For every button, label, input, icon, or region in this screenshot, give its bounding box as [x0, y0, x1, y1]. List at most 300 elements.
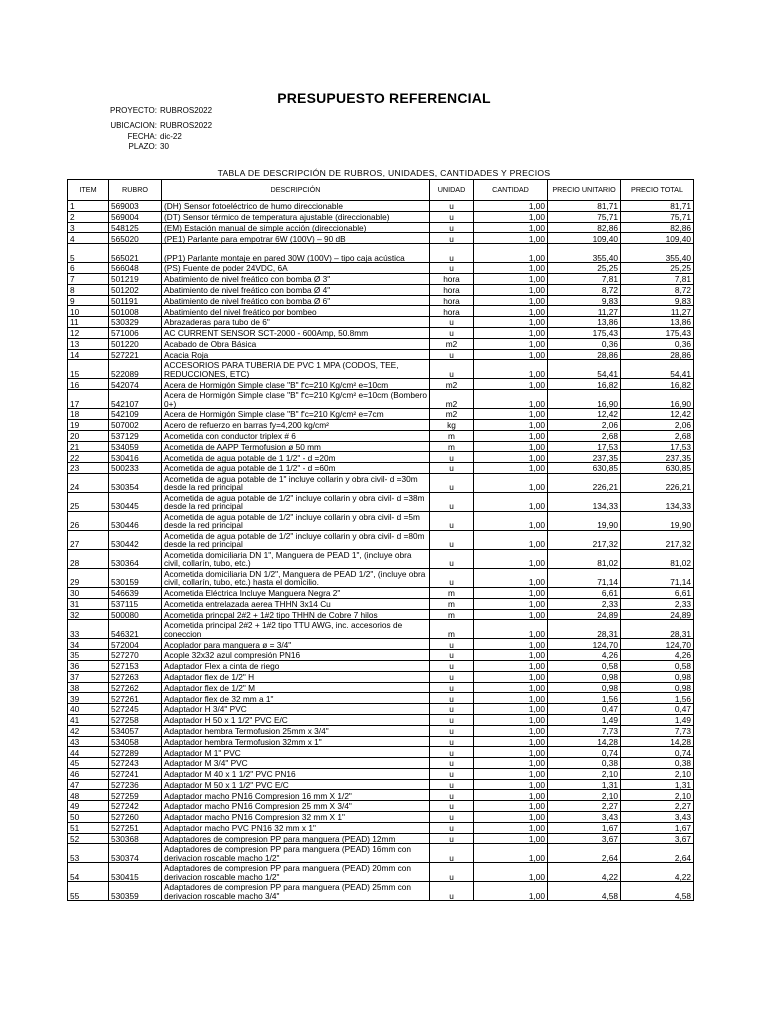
- cell-rubro: 542107: [109, 390, 162, 409]
- cell-unit-price: 630,85: [548, 463, 621, 474]
- cell-total-price: 237,35: [621, 452, 694, 463]
- cell-unit-price: 0,74: [548, 747, 621, 758]
- cell-item: 1: [68, 201, 109, 212]
- table-row: [68, 620, 694, 639]
- cell-unit: kg: [430, 419, 474, 430]
- cell-description: Adaptador hembra Termofusion 32mm x 1": [162, 736, 430, 747]
- cell-total-price: 0,47: [621, 704, 694, 715]
- cell-unit: u: [430, 704, 474, 715]
- cell-item: 33: [68, 620, 109, 639]
- table-row: [68, 233, 694, 244]
- cell-total-price: 71,14: [621, 568, 694, 587]
- cell-item: 50: [68, 812, 109, 823]
- cell-total-price: 1,56: [621, 693, 694, 704]
- table-row: [68, 379, 694, 390]
- cell-total-price: 0,74: [621, 747, 694, 758]
- table-row: [68, 295, 694, 306]
- cell-unit: u: [430, 263, 474, 274]
- table-row: [68, 587, 694, 598]
- meta-term: [100, 142, 212, 152]
- cell-unit: u: [430, 812, 474, 823]
- cell-description: (DH) Sensor fotoeléctrico de humo direccionable: [162, 201, 430, 212]
- cell-total-price: 3,43: [621, 812, 694, 823]
- cell-description: Adaptador flex de 1/2" M: [162, 682, 430, 693]
- table-row: [68, 530, 694, 549]
- cell-total-price: 2,10: [621, 790, 694, 801]
- cell-unit-price: 4,26: [548, 650, 621, 661]
- cell-description: Acometida de agua potable de 1/2" incluye collarin y obra civil- d =80m desde la red principal: [162, 530, 430, 549]
- cell-unit-price: 2,68: [548, 430, 621, 441]
- cell-description: Adaptador flex de 32 mm a 1": [162, 693, 430, 704]
- table-row: [68, 463, 694, 474]
- cell-quantity: 1,00: [474, 360, 548, 379]
- table-row: [68, 284, 694, 295]
- cell-quantity: 1,00: [474, 768, 548, 779]
- cell-total-price: 82,86: [621, 222, 694, 233]
- cell-rubro: 566048: [109, 263, 162, 274]
- cell-unit-price: 4,58: [548, 882, 621, 901]
- cell-total-price: 0,36: [621, 338, 694, 349]
- table-row: [68, 222, 694, 233]
- cell-total-price: 54,41: [621, 360, 694, 379]
- cell-quantity: 1,00: [474, 549, 548, 568]
- col-header-description: DESCRIPCIÓN: [162, 180, 430, 201]
- cell-total-price: 14,28: [621, 736, 694, 747]
- cell-quantity: 1,00: [474, 441, 548, 452]
- cell-unit-price: 0,58: [548, 660, 621, 671]
- cell-unit-price: 9,83: [548, 295, 621, 306]
- meta-label: PROYECTO:: [110, 106, 157, 115]
- cell-quantity: 1,00: [474, 779, 548, 790]
- cell-description: Acoplador para manguera ø = 3/4": [162, 639, 430, 650]
- cell-quantity: 1,00: [474, 306, 548, 317]
- cell-unit-price: 226,21: [548, 473, 621, 492]
- cell-rubro: 501219: [109, 273, 162, 284]
- cell-item: 22: [68, 452, 109, 463]
- cell-quantity: 1,00: [474, 620, 548, 639]
- cell-total-price: 630,85: [621, 463, 694, 474]
- cell-description: Adaptadores de compresion PP para manguera (PEAD) 25mm con derivacion roscable macho 3/4": [162, 882, 430, 901]
- cell-rubro: 500080: [109, 609, 162, 620]
- cell-rubro: 548125: [109, 222, 162, 233]
- cell-unit: u: [430, 863, 474, 882]
- cell-unit: m: [430, 620, 474, 639]
- table-row: [68, 725, 694, 736]
- cell-unit-price: 0,98: [548, 682, 621, 693]
- col-header-item: ITEM: [68, 180, 109, 201]
- cell-unit: m2: [430, 390, 474, 409]
- table-row: [68, 441, 694, 452]
- cell-unit: u: [430, 768, 474, 779]
- cell-quantity: 1,00: [474, 639, 548, 650]
- cell-unit-price: 2,33: [548, 598, 621, 609]
- cell-quantity: 1,00: [474, 211, 548, 222]
- cell-item: 47: [68, 779, 109, 790]
- cell-unit: u: [430, 317, 474, 328]
- cell-rubro: 530416: [109, 452, 162, 463]
- cell-unit: u: [430, 452, 474, 463]
- cell-quantity: 1,00: [474, 704, 548, 715]
- table-row: [68, 360, 694, 379]
- cell-quantity: 1,00: [474, 409, 548, 420]
- cell-total-price: 4,22: [621, 863, 694, 882]
- cell-unit-price: 3,67: [548, 833, 621, 844]
- cell-quantity: 1,00: [474, 317, 548, 328]
- cell-total-price: 75,71: [621, 211, 694, 222]
- cell-item: 12: [68, 327, 109, 338]
- cell-item: 30: [68, 587, 109, 598]
- table-row: [68, 736, 694, 747]
- cell-description: Adaptador H 3/4" PVC: [162, 704, 430, 715]
- cell-quantity: 1,00: [474, 693, 548, 704]
- cell-total-price: 7,73: [621, 725, 694, 736]
- table-row: [68, 211, 694, 222]
- cell-description: Adaptador M 3/4" PVC: [162, 758, 430, 769]
- cell-description: (PP1) Parlante montaje en pared 30W (100V) – tipo caja acústica: [162, 244, 430, 263]
- cell-description: Acometida principal 2#2 + 1#2 tipo TTU AWG, inc. accesorios de coneccion: [162, 620, 430, 639]
- table-row: [68, 492, 694, 511]
- cell-rubro: 565020: [109, 233, 162, 244]
- cell-quantity: 1,00: [474, 790, 548, 801]
- cell-unit: u: [430, 693, 474, 704]
- cell-total-price: 4,26: [621, 650, 694, 661]
- cell-total-price: 25,25: [621, 263, 694, 274]
- table-row: [68, 714, 694, 725]
- cell-rubro: 565021: [109, 244, 162, 263]
- cell-item: 49: [68, 801, 109, 812]
- cell-rubro: 542074: [109, 379, 162, 390]
- cell-item: 44: [68, 747, 109, 758]
- cell-unit: hora: [430, 306, 474, 317]
- table-row: [68, 812, 694, 823]
- cell-unit-price: 19,90: [548, 511, 621, 530]
- cell-unit-price: 3,43: [548, 812, 621, 823]
- cell-quantity: 1,00: [474, 747, 548, 758]
- cell-unit: u: [430, 327, 474, 338]
- cell-unit: u: [430, 747, 474, 758]
- cell-rubro: 527259: [109, 790, 162, 801]
- cell-quantity: 1,00: [474, 812, 548, 823]
- cell-rubro: 572004: [109, 639, 162, 650]
- cell-unit: u: [430, 244, 474, 263]
- cell-total-price: 2,06: [621, 419, 694, 430]
- cell-unit: u: [430, 568, 474, 587]
- cell-total-price: 2,10: [621, 768, 694, 779]
- cell-unit: m: [430, 441, 474, 452]
- table-subtitle: TABLA DE DESCRIPCIÓN DE RUBROS, UNIDADES, CANTIDADES Y PRECIOS: [217, 168, 551, 178]
- cell-quantity: 1,00: [474, 801, 548, 812]
- cell-quantity: 1,00: [474, 419, 548, 430]
- cell-item: 15: [68, 360, 109, 379]
- cell-item: 14: [68, 349, 109, 360]
- cell-total-price: 0,58: [621, 660, 694, 671]
- table-row: [68, 790, 694, 801]
- cell-rubro: 527243: [109, 758, 162, 769]
- cell-description: Acometida princpal 2#2 + 1#2 tipo THHN de Cobre 7 hilos: [162, 609, 430, 620]
- table-row: [68, 390, 694, 409]
- cell-description: Adaptadores de compresion PP para manguera (PEAD) 20mm con derivacion roscable macho 1/2": [162, 863, 430, 882]
- cell-unit: u: [430, 233, 474, 244]
- cell-unit: u: [430, 473, 474, 492]
- cell-item: 23: [68, 463, 109, 474]
- cell-item: 52: [68, 833, 109, 844]
- cell-rubro: 527258: [109, 714, 162, 725]
- cell-total-price: 217,32: [621, 530, 694, 549]
- cell-unit-price: 7,73: [548, 725, 621, 736]
- cell-unit-price: 0,36: [548, 338, 621, 349]
- cell-description: Acometida domiciliaria DN 1", Manguera de PEAD 1", (incluye obra civil, collarín, tubo, etc.): [162, 549, 430, 568]
- cell-unit: u: [430, 758, 474, 769]
- cell-unit-price: 17,53: [548, 441, 621, 452]
- cell-unit: u: [430, 736, 474, 747]
- table-row: [68, 682, 694, 693]
- cell-unit: u: [430, 530, 474, 549]
- cell-description: (EM) Estación manual de simple acción (direccionable): [162, 222, 430, 233]
- cell-item: 3: [68, 222, 109, 233]
- cell-rubro: 569003: [109, 201, 162, 212]
- cell-quantity: 1,00: [474, 222, 548, 233]
- col-header-unit-price: PRECIO UNITARIO: [548, 180, 621, 201]
- cell-quantity: 1,00: [474, 338, 548, 349]
- cell-rubro: 530329: [109, 317, 162, 328]
- cell-unit: u: [430, 201, 474, 212]
- cell-unit-price: 109,40: [548, 233, 621, 244]
- cell-unit-price: 28,86: [548, 349, 621, 360]
- cell-item: 42: [68, 725, 109, 736]
- cell-total-price: 1,31: [621, 779, 694, 790]
- cell-total-price: 4,58: [621, 882, 694, 901]
- cell-item: 26: [68, 511, 109, 530]
- project-meta: [100, 106, 212, 152]
- cell-item: 45: [68, 758, 109, 769]
- cell-rubro: 530368: [109, 833, 162, 844]
- cell-unit-price: 24,89: [548, 609, 621, 620]
- cell-total-price: 7,81: [621, 273, 694, 284]
- cell-quantity: 1,00: [474, 349, 548, 360]
- cell-quantity: 1,00: [474, 844, 548, 863]
- cell-unit-price: 28,31: [548, 620, 621, 639]
- cell-quantity: 1,00: [474, 714, 548, 725]
- cell-rubro: 527153: [109, 660, 162, 671]
- cell-item: 43: [68, 736, 109, 747]
- table-row: [68, 758, 694, 769]
- cell-quantity: 1,00: [474, 244, 548, 263]
- cell-rubro: 569004: [109, 211, 162, 222]
- cell-description: Adaptadores de compresion PP para manguera (PEAD) 12mm: [162, 833, 430, 844]
- cell-rubro: 527251: [109, 822, 162, 833]
- cell-quantity: 1,00: [474, 390, 548, 409]
- cell-rubro: 530442: [109, 530, 162, 549]
- cell-total-price: 16,90: [621, 390, 694, 409]
- cell-rubro: 527242: [109, 801, 162, 812]
- cell-total-price: 24,89: [621, 609, 694, 620]
- cell-rubro: 530354: [109, 473, 162, 492]
- cell-unit-price: 0,98: [548, 671, 621, 682]
- meta-date: [100, 132, 212, 142]
- cell-total-price: 0,98: [621, 682, 694, 693]
- cell-unit-price: 4,22: [548, 863, 621, 882]
- cell-rubro: 546639: [109, 587, 162, 598]
- cell-total-price: 109,40: [621, 233, 694, 244]
- cell-rubro: 500233: [109, 463, 162, 474]
- col-header-total-price: PRECIO TOTAL: [621, 180, 694, 201]
- cell-quantity: 1,00: [474, 725, 548, 736]
- cell-quantity: 1,00: [474, 863, 548, 882]
- cell-rubro: 527221: [109, 349, 162, 360]
- cell-unit: u: [430, 549, 474, 568]
- cell-description: Acople 32x32 azul compresión PN16: [162, 650, 430, 661]
- cell-unit: u: [430, 882, 474, 901]
- cell-unit-price: 13,86: [548, 317, 621, 328]
- table-row: [68, 473, 694, 492]
- cell-description: Acometida de agua potable de 1 1/2" - d =60m: [162, 463, 430, 474]
- page-title: PRESUPUESTO REFERENCIAL: [277, 90, 491, 106]
- table-row: [68, 306, 694, 317]
- cell-unit-price: 355,40: [548, 244, 621, 263]
- cell-quantity: 1,00: [474, 598, 548, 609]
- cell-unit: m2: [430, 379, 474, 390]
- cell-total-price: 124,70: [621, 639, 694, 650]
- cell-rubro: 501220: [109, 338, 162, 349]
- meta-label: UBICACION:: [110, 121, 157, 131]
- cell-unit: m: [430, 598, 474, 609]
- table-row: [68, 882, 694, 901]
- cell-unit-price: 0,47: [548, 704, 621, 715]
- cell-description: Adaptador macho PVC PN16 32 mm x 1": [162, 822, 430, 833]
- cell-total-price: 0,38: [621, 758, 694, 769]
- cell-rubro: 527270: [109, 650, 162, 661]
- cell-total-price: 81,71: [621, 201, 694, 212]
- cell-total-price: 134,33: [621, 492, 694, 511]
- cell-unit-price: 0,38: [548, 758, 621, 769]
- table-row: [68, 349, 694, 360]
- cell-unit: u: [430, 779, 474, 790]
- cell-item: 7: [68, 273, 109, 284]
- cell-item: 29: [68, 568, 109, 587]
- table-row: [68, 747, 694, 758]
- cell-unit-price: 175,43: [548, 327, 621, 338]
- cell-quantity: 1,00: [474, 452, 548, 463]
- cell-description: Adaptador macho PN16 Compresion 25 mm X 3/4": [162, 801, 430, 812]
- cell-quantity: 1,00: [474, 568, 548, 587]
- cell-item: 32: [68, 609, 109, 620]
- cell-item: 16: [68, 379, 109, 390]
- table-row: [68, 317, 694, 328]
- cell-rubro: 530415: [109, 863, 162, 882]
- cell-description: Adaptadores de compresion PP para manguera (PEAD) 16mm con derivacion roscable macho 1/2": [162, 844, 430, 863]
- cell-description: Adaptador macho PN16 Compresion 32 mm X 1": [162, 812, 430, 823]
- table-row: [68, 338, 694, 349]
- cell-unit-price: 14,28: [548, 736, 621, 747]
- cell-rubro: 527245: [109, 704, 162, 715]
- cell-quantity: 1,00: [474, 609, 548, 620]
- cell-item: 19: [68, 419, 109, 430]
- cell-description: Acometida de agua potable de 1 1/2" - d =20m: [162, 452, 430, 463]
- cell-quantity: 1,00: [474, 463, 548, 474]
- cell-rubro: 527241: [109, 768, 162, 779]
- cell-total-price: 2,68: [621, 430, 694, 441]
- cell-item: 53: [68, 844, 109, 863]
- cell-description: Adaptador H 50 x 1 1/2" PVC E/C: [162, 714, 430, 725]
- cell-description: Acometida entrelazada aerea THHN 3x14 Cu: [162, 598, 430, 609]
- cell-unit-price: 7,81: [548, 273, 621, 284]
- table-row: [68, 511, 694, 530]
- cell-rubro: 571006: [109, 327, 162, 338]
- cell-description: AC CURRENT SENSOR SCT-2000 - 600Amp, 50.8mm: [162, 327, 430, 338]
- cell-item: 18: [68, 409, 109, 420]
- cell-unit-price: 8,72: [548, 284, 621, 295]
- table-row: [68, 452, 694, 463]
- cell-quantity: 1,00: [474, 263, 548, 274]
- table-row: [68, 768, 694, 779]
- cell-unit-price: 2,10: [548, 768, 621, 779]
- cell-item: 24: [68, 473, 109, 492]
- table-row: [68, 693, 694, 704]
- cell-unit: m2: [430, 338, 474, 349]
- cell-item: 27: [68, 530, 109, 549]
- cell-description: Adaptador M 50 x 1 1/2" PVC E/C: [162, 779, 430, 790]
- cell-unit-price: 1,31: [548, 779, 621, 790]
- cell-item: 11: [68, 317, 109, 328]
- table-row: [68, 779, 694, 790]
- cell-rubro: 527260: [109, 812, 162, 823]
- cell-unit-price: 124,70: [548, 639, 621, 650]
- cell-unit-price: 217,32: [548, 530, 621, 549]
- meta-label: FECHA:: [127, 131, 157, 141]
- budget-table: [67, 179, 694, 901]
- cell-item: 25: [68, 492, 109, 511]
- table-row: [68, 822, 694, 833]
- cell-rubro: 527262: [109, 682, 162, 693]
- cell-item: 10: [68, 306, 109, 317]
- cell-unit: u: [430, 671, 474, 682]
- cell-description: Adaptador macho PN16 Compresion 16 mm X 1/2": [162, 790, 430, 801]
- cell-unit-price: 82,86: [548, 222, 621, 233]
- cell-item: 2: [68, 211, 109, 222]
- cell-item: 39: [68, 693, 109, 704]
- cell-item: 54: [68, 863, 109, 882]
- table-body: [68, 201, 694, 901]
- cell-rubro: 501008: [109, 306, 162, 317]
- cell-unit-price: 6,61: [548, 587, 621, 598]
- table-row: [68, 704, 694, 715]
- cell-description: Acometida de agua potable de 1/2" incluye collarin y obra civil- d =5m desde la red principal: [162, 511, 430, 530]
- meta-value: RUBROS2022: [160, 121, 213, 131]
- cell-rubro: 542109: [109, 409, 162, 420]
- cell-item: 13: [68, 338, 109, 349]
- table-row: [68, 419, 694, 430]
- col-header-rubro: RUBRO: [109, 180, 162, 201]
- cell-description: Abatimiento de nivel freático con bomba Ø 3": [162, 273, 430, 284]
- col-header-unit: UNIDAD: [430, 180, 474, 201]
- cell-unit: u: [430, 463, 474, 474]
- cell-unit-price: 1,67: [548, 822, 621, 833]
- cell-total-price: 226,21: [621, 473, 694, 492]
- table-row: [68, 650, 694, 661]
- cell-total-price: 2,33: [621, 598, 694, 609]
- cell-description: Acometida de AAPP Termofusion ø 50 mm: [162, 441, 430, 452]
- cell-total-price: 13,86: [621, 317, 694, 328]
- cell-total-price: 2,64: [621, 844, 694, 863]
- cell-total-price: 1,49: [621, 714, 694, 725]
- cell-description: Acometida domiciliaria DN 1/2", Manguera de PEAD 1/2", (incluye obra civil, collarín, tubo, etc.) hasta el domicilio.: [162, 568, 430, 587]
- cell-rubro: 537115: [109, 598, 162, 609]
- cell-quantity: 1,00: [474, 327, 548, 338]
- cell-unit: hora: [430, 284, 474, 295]
- cell-description: Acometida Eléctrica Incluye Manguera Negra 2": [162, 587, 430, 598]
- table-row: [68, 844, 694, 863]
- cell-item: 4: [68, 233, 109, 244]
